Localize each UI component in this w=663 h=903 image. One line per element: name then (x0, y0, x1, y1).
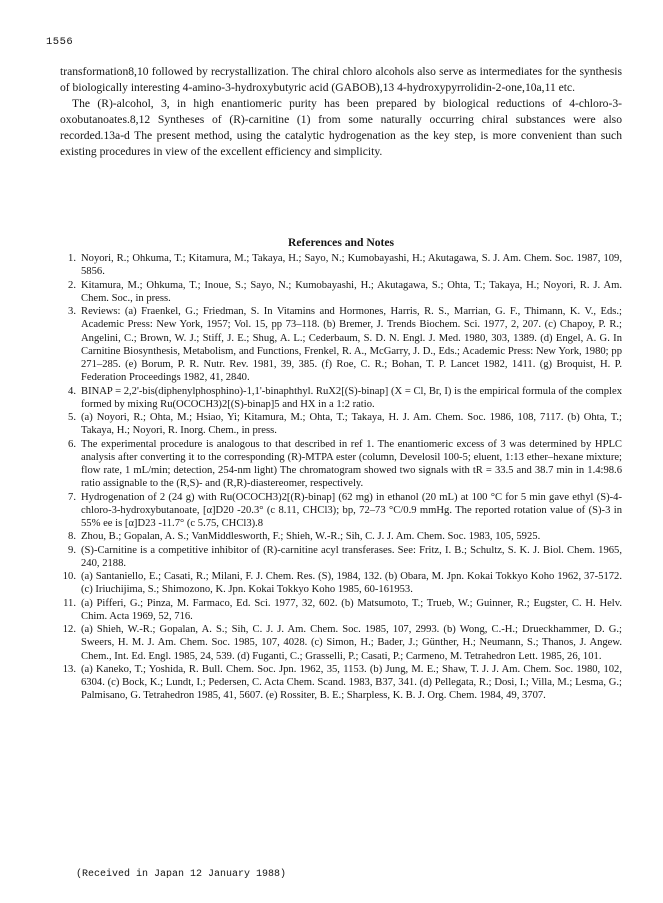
reference-number: 3. (68, 306, 76, 317)
reference-text: (a) Kaneko, T.; Yoshida, R. Bull. Chem. Soc. Jpn. 1962, 35, 1153. (b) Jung, M. E.; Shaw, T. J. J. Am. Chem. Soc. 1980, 102, 6304. (c) Bock, K.; Lundt, I.; Pedersen, C. Acta Chem. Scand. 1983, B37, 341. (d) Pellegata, R.; Dosi, I.; Villa, M.; Lesma, G.; Palmisano, G. Tetrahedron 1985, 41, 5607. (e) Rossiter, B. E.; Sharpless, K. B. J. Org. Chem. 1984, 49, 3707. (81, 663, 622, 702)
page-number: 1556 (46, 36, 74, 48)
reference-text: (a) Noyori, R.; Ohta, M.; Hsiao, Yi; Kitamura, M.; Ohta, T.; Takaya, H. J. Am. Chem. Soc. 1986, 108, 7117. (b) Ohta, T.; Takaya, H.; Noyori, R. Inorg. Chem., in press. (81, 412, 622, 437)
references-heading: References and Notes (287, 236, 395, 249)
reference-number: 8. (68, 531, 76, 543)
reference-number: 6. (68, 438, 76, 450)
reference-item (60, 411, 622, 438)
reference-item (60, 663, 622, 703)
reference-number: 7. (68, 491, 76, 503)
reference-text: (a) Santaniello, E.; Casati, R.; Milani, F. J. Chem. Res. (S), 1984, 132. (b) Obara, M. Jpn. Kokai Tokkyo Koho 1962, 37-5172. (c) Iriuchijima, S.; Shimozono, K. Jpn. Kokai Tokkyo Koho 1985, 60-161953. (81, 571, 622, 596)
received-note: (Received in Japan 12 January 1988) (76, 869, 287, 880)
reference-text: Hydrogenation of 2 (24 g) with Ru(OCOCH3)2[(R)-binap] (62 mg) in ethanol (20 mL) at 100 °C for 5 min gave ethyl (S)-4-chloro-3-hydroxybutanoate, [α]D20 -20.3° (c 8.11, CHCl3); bp, 72–73 °C/0.9 mmHg. The reported rotation value of (S)-3 in 55% ee is [α]D23 -11.7° (c 5.75, CHCl3).8 (81, 491, 622, 529)
reference-item (60, 305, 622, 385)
reference-item (60, 385, 622, 412)
reference-item (60, 279, 622, 306)
reference-text: BINAP = 2,2'-bis(diphenylphosphino)-1,1'-binaphthyl. RuX2[(S)-binap] (X = Cl, Br, I) is the empirical formula of the complex formed by mixing Ru(OCOCH3)2[(S)-binap]5 and HX in a 1:2 ratio. (81, 385, 622, 410)
reference-text: Zhou, B.; Gopalan, A. S.; VanMiddlesworth, F.; Shieh, W.-R.; Sih, C. J. J. Am. Chem. Soc. 1983, 105, 5925. (81, 531, 541, 543)
reference-item (60, 623, 622, 663)
reference-text: (S)-Carnitine is a competitive inhibitor of (R)-carnitine acyl transferases. See: Fritz, I. B.; Schultz, S. K. J. Biol. Chem. 1965, 240, 2188. (81, 544, 622, 569)
reference-text: The experimental procedure is analogous to that described in ref 1. The enantiomeric excess of 3 was determined by HPLC analysis after converting it to the corresponding (R)-MTPA ester (column, Develosil 100-5; eluent, 1:13 ether–hexane mixture; flow rate, 1 mL/min; detection, 254-nm light) The chromatogram showed two signals with tR = 33.5 and 38.7 min in 1.4:98.6 ratio assignable to the (R,S)- and (R,R)-diastereomer, respectively. (81, 438, 622, 490)
reference-number: 5. (68, 412, 76, 423)
reference-item (60, 544, 622, 571)
reference-text: (a) Shieh, W.-R.; Gopalan, A. S.; Sih, C. J. J. Am. Chem. Soc. 1985, 107, 2993. (b) Wong, C.-H.; Drueckhammer, D. G.; Sweers, H. M. J. Am. Chem. Soc. 1985, 107, 4028. (c) Simon, H.; Bader, J.; Günther, H.; Neumann, S.; Thanos, J. Angew. Chem., Int. Ed. Engl. 1985, 24, 539. (d) Fuganti, C.; Grasselli, P.; Casati, P.; Carmeno, M. Tetrahedron Lett. 1985, 26, 101. (81, 624, 622, 662)
reference-number: 2. (68, 279, 76, 291)
reference-text: Kitamura, M.; Ohkuma, T.; Inoue, S.; Sayo, N.; Kumobayashi, H.; Akutagawa, S.; Ohta, T.; Takaya, H.; Noyori, R. J. Am. Chem. Soc., in press. (81, 279, 622, 304)
reference-number: 13. (62, 663, 76, 675)
reference-item (60, 530, 622, 543)
reference-number: 4. (68, 385, 76, 397)
reference-item (60, 438, 622, 491)
reference-number: 1. (68, 253, 76, 264)
reference-text: Reviews: (a) Fraenkel, G.; Friedman, S. In Vitamins and Hormones, Harris, R. S., Marrian, G. F., Thimann, K. V., Eds.; Academic Press: New York, 1957; Vol. 15, pp 73–118. (b) Bremer, J. Trends Biochem. Sci. 1977, 2, 207. (c) Chapoy, P. R.; Angelini, C.; Brown, W. J.; Stiff, J. E.; Shug, A. L.; Cederbaum, S. D. N. Engl. J. Med. 1980, 303, 1389. (d) Engel, A. G. In Carnitine Biosynthesis, Metabolism, and Functions, Frenkel, R. A., McGarry, J. D., Eds.; Academic Press: New York, 1980; pp 271–285. (e) Borum, P. R. Nutr. Rev. 1981, 39, 385. (f) Roe, C. R.; Bohan, T. P. Lancet 1982, 1411. (g) Broquist, H. P. Federation Proceedings 1982, 41, 2840. (81, 306, 622, 384)
reference-item (60, 252, 622, 279)
reference-text: Noyori, R.; Ohkuma, T.; Kitamura, M.; Takaya, H.; Sayo, N.; Kumobayashi, H.; Akutagawa, S. J. Am. Chem. Soc. 1987, 109, 5856. (81, 253, 622, 278)
reference-item (60, 491, 622, 531)
paragraph: transformation8,10 followed by recrystallization. The chiral chloro alcohols also serve as intermediates for the synthesis of biologically interesting 4-amino-3-hydroxybutyric acid (GABOB),13 4-hydroxypyrrolidin-2-one,10a,11 etc. (60, 65, 622, 95)
paragraph: The (R)-alcohol, 3, in high enantiomeric purity has been prepared by biological reductions of 4-chloro-3-oxobutanoates.8,12 Syntheses of (R)-carnitine (1) from some naturally occurring chiral substances were also recorded.13a-d The present method, using the catalytic hydrogenation as the key step, is more convenient than such existing procedures in view of the excellent efficiency and simplicity. (60, 97, 622, 159)
reference-number: 11. (63, 597, 76, 609)
reference-text: (a) Pifferi, G.; Pinza, M. Farmaco, Ed. Sci. 1977, 32, 602. (b) Matsumoto, T.; Trueb, W.; Guinner, R.; Eugster, C. H. Helv. Chim. Acta 1969, 52, 716. (81, 597, 622, 622)
reference-number: 10. (62, 571, 76, 582)
reference-item (60, 570, 622, 597)
reference-number: 12. (62, 624, 76, 635)
body-text (60, 64, 622, 161)
reference-number: 9. (68, 544, 76, 556)
reference-item (60, 597, 622, 624)
reference-list (60, 252, 622, 703)
